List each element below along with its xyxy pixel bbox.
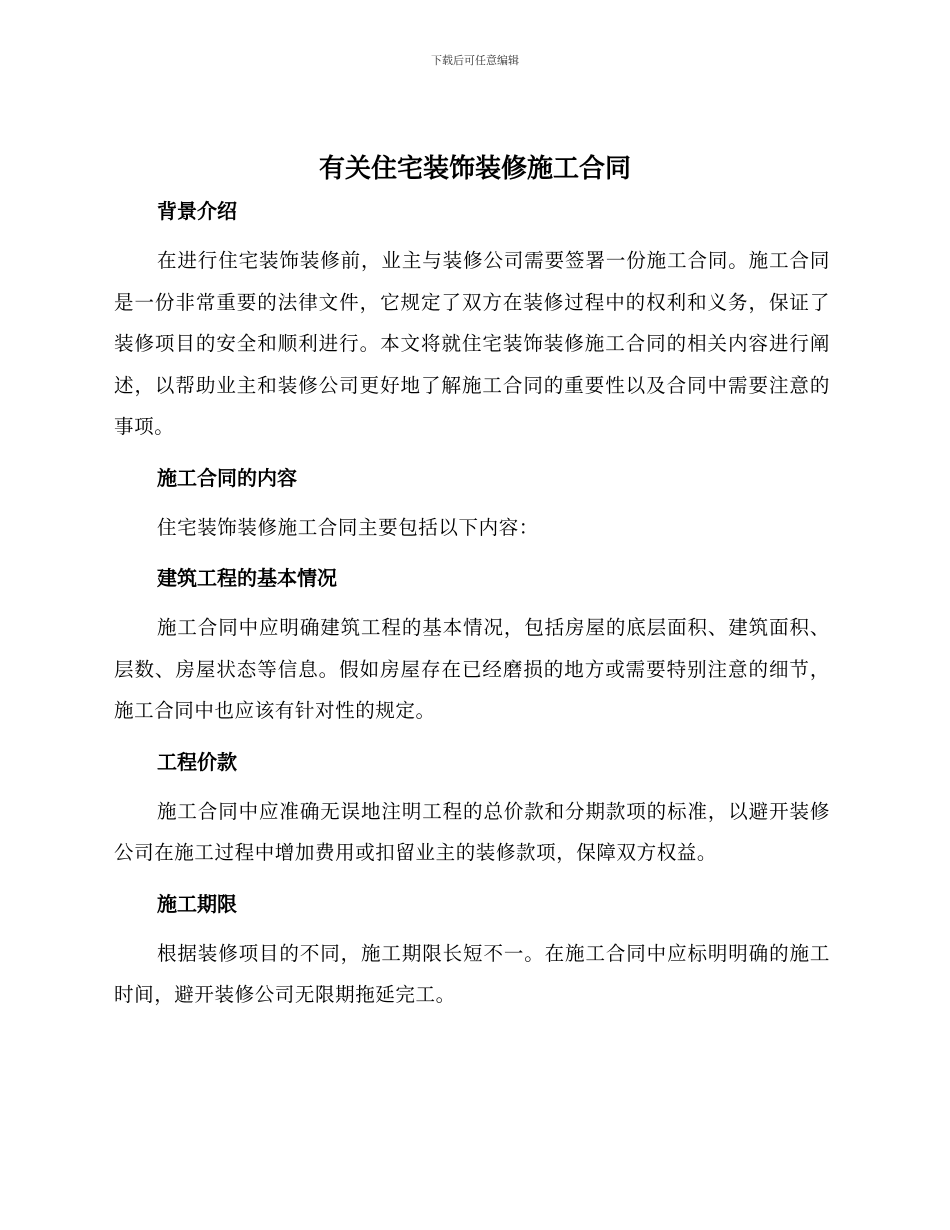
- section-heading-duration: 施工期限: [157, 891, 237, 916]
- page-header-note: 下载后可任意编辑: [431, 54, 519, 67]
- document-title: 有关住宅装饰装修施工合同: [318, 154, 631, 184]
- paragraph-building-info: 施工合同中应明确建筑工程的基本情况，包括房屋的底层面积、建筑面积、层数、房屋状态等信息。假如房屋存在已经磨损的地方或需要特别注意的细节，施工合同中也应该有针对性的规定。: [114, 616, 830, 722]
- paragraph-duration: 根据装修项目的不同，施工期限长短不一。在施工合同中应标明明确的施工时间，避开装修公司无限期拖延完工。: [114, 941, 830, 1006]
- document-body: [114, 194, 830, 1016]
- paragraph-background: 在进行住宅装饰装修前，业主与装修公司需要签署一份施工合同。施工合同是一份非常重要的法律文件，它规定了双方在装修过程中的权利和义务，保证了装修项目的安全和顺利进行。本文将就住宅装饰装修施工合同的相关内容进行阐述，以帮助业主和装修公司更好地了解施工合同的重要性以及合同中需要注意的事项。: [114, 249, 830, 438]
- section-heading-price: 工程价款: [157, 749, 237, 774]
- paragraph-contract-content: 住宅装饰装修施工合同主要包括以下内容：: [157, 515, 539, 539]
- paragraph-price: 施工合同中应准确无误地注明工程的总价款和分期款项的标准，以避开装修公司在施工过程中增加费用或扣留业主的装修款项，保障双方权益。: [114, 799, 830, 864]
- section-heading-contract-content: 施工合同的内容: [157, 465, 297, 490]
- section-heading-building-info: 建筑工程的基本情况: [157, 566, 337, 590]
- section-heading-background: 背景介绍: [157, 199, 237, 223]
